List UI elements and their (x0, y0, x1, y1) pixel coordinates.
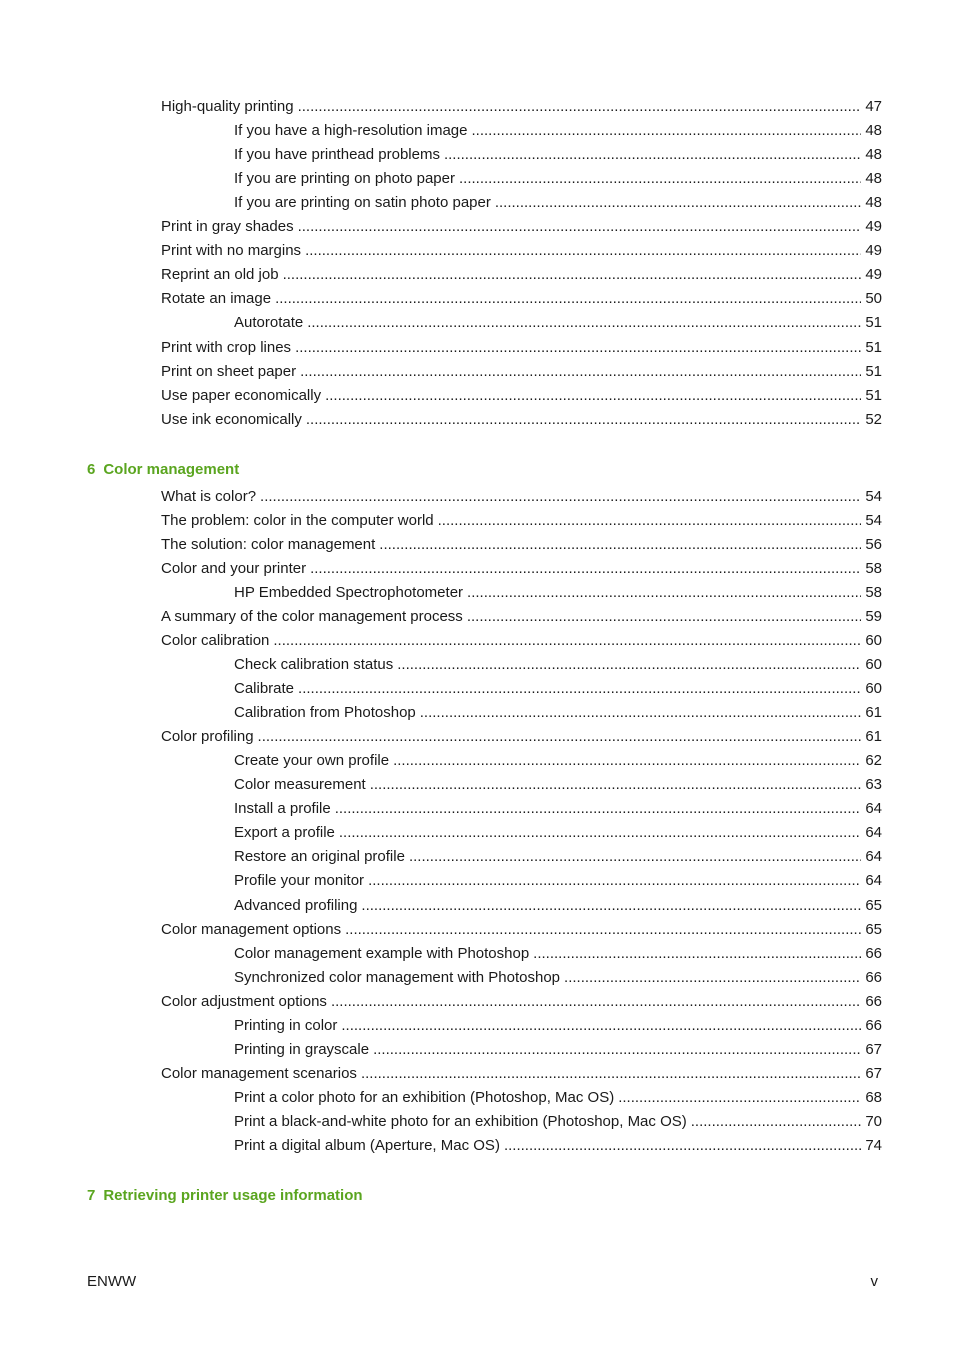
toc-entry-page: 48 (865, 170, 882, 187)
chapter-heading[interactable] (87, 1186, 363, 1206)
toc-entry-title: A summary of the color management process (161, 608, 463, 625)
toc-entry-title: Print a digital album (Aperture, Mac OS) (234, 1137, 500, 1154)
toc-entry[interactable] (234, 1088, 882, 1108)
toc-entry-title: Print on sheet paper (161, 363, 297, 380)
dot-leader (260, 487, 861, 507)
dot-leader (273, 631, 861, 651)
toc-entry-page: 49 (865, 242, 882, 259)
toc-entry[interactable] (234, 968, 882, 988)
toc-entry-page: 51 (865, 339, 882, 356)
toc-entry-title: Use paper economically (161, 387, 322, 404)
toc-entry-title: Color calibration (161, 632, 270, 649)
toc-entry-title: Color measurement (234, 776, 366, 793)
toc-entry-page: 48 (865, 122, 882, 139)
toc-entry-page: 49 (865, 266, 882, 283)
dot-leader (397, 655, 861, 675)
toc-entry[interactable] (234, 1016, 882, 1036)
toc-entry[interactable] (234, 944, 882, 964)
toc-entry-title: Reprint an old job (161, 266, 279, 283)
toc-entry-title: Synchronized color management with Photoshop (234, 969, 561, 986)
dot-leader (298, 97, 861, 117)
toc-entry-title: Use ink economically (161, 411, 302, 428)
toc-entry-page: 58 (865, 584, 882, 601)
toc-entry-title: If you are printing on satin photo paper (234, 194, 491, 211)
toc-entry-page: 51 (865, 314, 882, 331)
dot-leader (691, 1112, 861, 1132)
dot-leader (341, 1016, 861, 1036)
toc-entry[interactable] (234, 775, 882, 795)
toc-entry[interactable] (161, 97, 882, 117)
dot-leader (295, 338, 861, 358)
toc-entry[interactable] (161, 386, 882, 406)
toc-entry-title: Advanced profiling (234, 897, 358, 914)
toc-entry-page: 61 (865, 728, 882, 745)
toc-entry-page: 65 (865, 897, 882, 914)
toc-entry-page: 70 (865, 1113, 882, 1130)
toc-entry-title: Check calibration status (234, 656, 394, 673)
dot-leader (331, 992, 861, 1012)
toc-entry[interactable] (234, 145, 882, 165)
toc-entry-title: Create your own profile (234, 752, 390, 769)
dot-leader (471, 121, 861, 141)
dot-leader (533, 944, 861, 964)
toc-entry-page: 51 (865, 363, 882, 380)
dot-leader (370, 775, 861, 795)
toc-entry-title: Color and your printer (161, 560, 307, 577)
toc-entry-page: 66 (865, 1017, 882, 1034)
toc-entry-title: HP Embedded Spectrophotometer (234, 584, 464, 601)
toc-entry-title: What is color? (161, 488, 257, 505)
toc-entry[interactable] (234, 679, 882, 699)
dot-leader (310, 559, 861, 579)
toc-entry-title: Calibrate (234, 680, 295, 697)
dot-leader (368, 871, 861, 891)
toc-entry-page: 54 (865, 488, 882, 505)
chapter-number: 6 (87, 461, 96, 478)
toc-entry-page: 59 (865, 608, 882, 625)
dot-leader (459, 169, 861, 189)
toc-entry-page: 65 (865, 921, 882, 938)
toc-entry-page: 49 (865, 218, 882, 235)
dot-leader (438, 511, 861, 531)
dot-leader (379, 535, 861, 555)
toc-entry[interactable] (234, 799, 882, 819)
toc-entry-title: Print with crop lines (161, 339, 292, 356)
toc-entry-page: 56 (865, 536, 882, 553)
page-number: v (870, 1273, 878, 1290)
toc-entry-page: 74 (865, 1137, 882, 1154)
toc-entry-title: Color management options (161, 921, 342, 938)
toc-entry-title: Calibration from Photoshop (234, 704, 416, 721)
toc-entry-page: 67 (865, 1065, 882, 1082)
dot-leader (467, 583, 861, 603)
toc-entry[interactable] (161, 362, 882, 382)
toc-entry[interactable] (234, 871, 882, 891)
toc-entry[interactable] (234, 703, 882, 723)
toc-entry-title: Print in gray shades (161, 218, 294, 235)
toc-entry[interactable] (161, 338, 882, 358)
toc-entry[interactable] (234, 169, 882, 189)
dot-leader (339, 823, 861, 843)
dot-leader (325, 386, 861, 406)
toc-entry-title: If you are printing on photo paper (234, 170, 455, 187)
toc-entry[interactable] (234, 121, 882, 141)
toc-entry-page: 48 (865, 194, 882, 211)
toc-entry-page: 64 (865, 824, 882, 841)
toc-entry-title: The solution: color management (161, 536, 376, 553)
toc-entry-title: Install a profile (234, 800, 331, 817)
toc-entry[interactable] (161, 410, 882, 430)
toc-entry-title: Printing in color (234, 1017, 338, 1034)
toc-entry-page: 66 (865, 993, 882, 1010)
toc-entry[interactable] (161, 607, 882, 627)
dot-leader (467, 607, 861, 627)
toc-entry[interactable] (161, 631, 882, 651)
dot-leader (335, 799, 861, 819)
dot-leader (283, 265, 861, 285)
dot-leader (361, 896, 861, 916)
toc-entry-title: If you have a high-resolution image (234, 122, 468, 139)
toc-entry[interactable] (161, 727, 882, 747)
toc-entry-title: Profile your monitor (234, 872, 365, 889)
toc-entry[interactable] (234, 193, 882, 213)
toc-entry-page: 64 (865, 848, 882, 865)
toc-entry-title: Export a profile (234, 824, 335, 841)
toc-entry[interactable] (234, 655, 882, 675)
chapter-number: 7 (87, 1187, 96, 1204)
dot-leader (393, 751, 861, 771)
dot-leader (345, 920, 861, 940)
dot-leader (564, 968, 861, 988)
toc-entry[interactable] (234, 1136, 882, 1156)
dot-leader (504, 1136, 861, 1156)
toc-entry[interactable] (234, 1112, 882, 1132)
toc-entry-title: High-quality printing (161, 98, 294, 115)
toc-entry-page: 64 (865, 800, 882, 817)
toc-entry[interactable] (161, 487, 882, 507)
toc-entry[interactable] (161, 559, 882, 579)
toc-entry-title: Color management example with Photoshop (234, 945, 530, 962)
dot-leader (307, 313, 861, 333)
toc-entry-page: 64 (865, 872, 882, 889)
dot-leader (306, 410, 861, 430)
toc-entry-page: 66 (865, 969, 882, 986)
toc-entry-page: 48 (865, 146, 882, 163)
footer-left: ENWW (87, 1273, 137, 1290)
toc-entry-page: 68 (865, 1089, 882, 1106)
toc-entry[interactable] (161, 241, 882, 261)
toc-entry-title: Color management scenarios (161, 1065, 357, 1082)
toc-entry-title: Print a black-and-white photo for an exhibition (Photoshop, Mac OS) (234, 1113, 687, 1130)
toc-entry-title: Print a color photo for an exhibition (Photoshop, Mac OS) (234, 1089, 615, 1106)
toc-entry-title: Autorotate (234, 314, 304, 331)
toc-entry-page: 60 (865, 632, 882, 649)
toc-entry[interactable] (161, 265, 882, 285)
toc-entry-page: 52 (865, 411, 882, 428)
toc-entry[interactable] (161, 289, 882, 309)
toc-entry-title: Rotate an image (161, 290, 272, 307)
toc-entry-page: 60 (865, 680, 882, 697)
toc-entry[interactable] (161, 1064, 882, 1084)
toc-entry-page: 67 (865, 1041, 882, 1058)
toc-entry[interactable] (234, 823, 882, 843)
toc-entry-title: If you have printhead problems (234, 146, 440, 163)
toc-entry[interactable] (234, 896, 882, 916)
dot-leader (258, 727, 861, 747)
toc-entry[interactable] (234, 847, 882, 867)
toc-entry[interactable] (161, 511, 882, 531)
chapter-heading[interactable] (87, 460, 239, 480)
toc-entry-page: 63 (865, 776, 882, 793)
toc-entry-title: Print with no margins (161, 242, 302, 259)
chapter-title: Color management (103, 461, 240, 478)
toc-entry-page: 51 (865, 387, 882, 404)
dot-leader (298, 679, 861, 699)
toc-entry-page: 58 (865, 560, 882, 577)
dot-leader (275, 289, 861, 309)
dot-leader (495, 193, 861, 213)
toc-entry-page: 47 (865, 98, 882, 115)
toc-entry[interactable] (161, 217, 882, 237)
toc-entry-title: Color profiling (161, 728, 254, 745)
dot-leader (420, 703, 861, 723)
dot-leader (305, 241, 861, 261)
toc-entry[interactable] (161, 992, 882, 1012)
toc-entry-page: 54 (865, 512, 882, 529)
toc-entry[interactable] (234, 751, 882, 771)
toc-entry[interactable] (234, 583, 882, 603)
dot-leader (373, 1040, 861, 1060)
dot-leader (444, 145, 861, 165)
toc-entry[interactable] (161, 920, 882, 940)
dot-leader (300, 362, 861, 382)
toc-entry-page: 60 (865, 656, 882, 673)
toc-entry[interactable] (234, 313, 882, 333)
dot-leader (361, 1064, 861, 1084)
toc-entry-title: Printing in grayscale (234, 1041, 370, 1058)
dot-leader (618, 1088, 861, 1108)
toc-entry-title: The problem: color in the computer world (161, 512, 434, 529)
toc-entry-page: 61 (865, 704, 882, 721)
toc-entry-page: 62 (865, 752, 882, 769)
toc-entry-page: 66 (865, 945, 882, 962)
dot-leader (409, 847, 861, 867)
toc-entry-title: Restore an original profile (234, 848, 405, 865)
toc-entry[interactable] (234, 1040, 882, 1060)
dot-leader (298, 217, 861, 237)
chapter-title: Retrieving printer usage information (103, 1187, 363, 1204)
toc-entry[interactable] (161, 535, 882, 555)
toc-entry-page: 50 (865, 290, 882, 307)
toc-entry-title: Color adjustment options (161, 993, 327, 1010)
